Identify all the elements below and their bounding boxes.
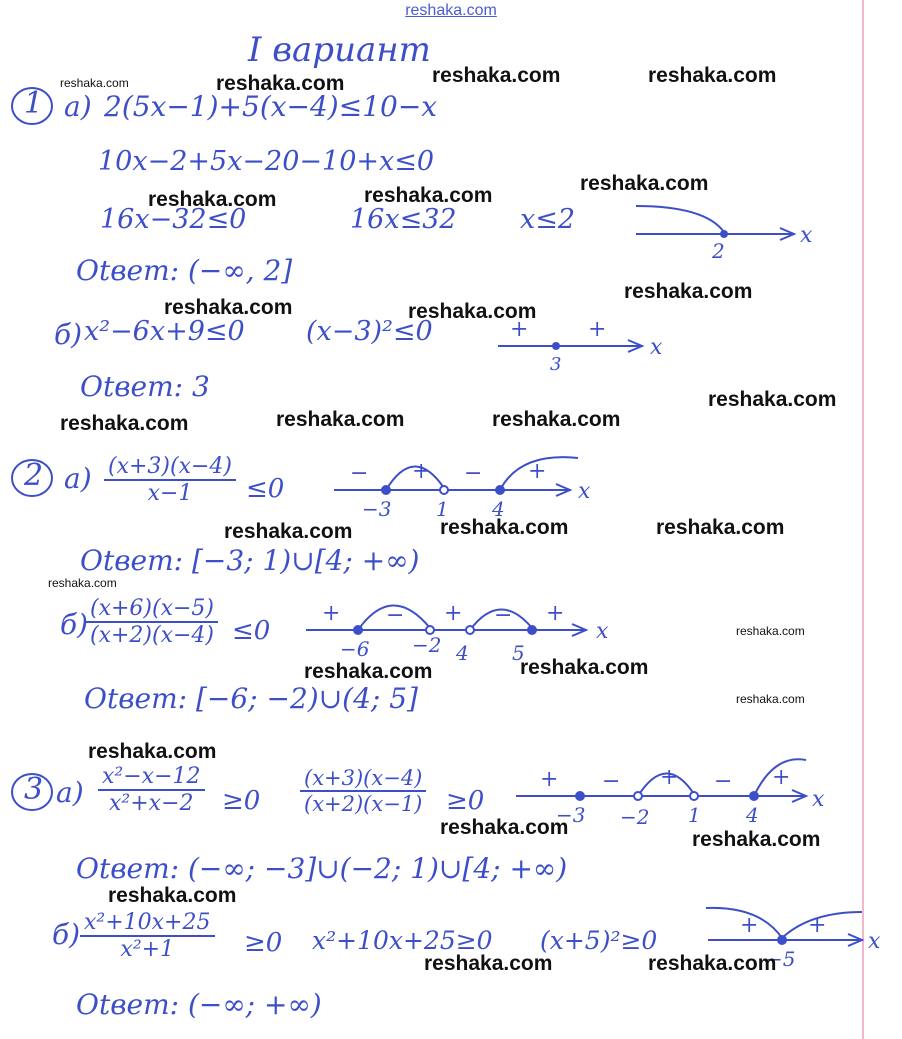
watermark: reshaka.com xyxy=(424,952,553,975)
watermark: reshaka.com xyxy=(736,692,805,706)
task3-b-answer: Otвет: (−∞; +∞) xyxy=(76,988,322,1021)
task2-a-answer: Otвет: [−3; 1)∪[4; +∞) xyxy=(80,544,420,577)
task1-b-inequality: x²−6x+9≤0 xyxy=(84,316,245,347)
axis-2a-sign-2: + xyxy=(412,459,431,484)
axis-2a-line xyxy=(334,484,570,496)
task3-b-step1: x²+10x+25≥0 xyxy=(312,926,493,955)
watermark: reshaka.com xyxy=(656,516,785,539)
axis-3a-sign-3: + xyxy=(660,765,679,790)
watermark: reshaka.com xyxy=(648,64,777,87)
axis-2b-point-dot-1 xyxy=(353,625,363,635)
task1-number: 1 xyxy=(24,86,44,121)
axis-1b-point-dot xyxy=(552,342,560,350)
axis-1b-sign-2: + xyxy=(588,317,607,342)
axis-2b-var: x xyxy=(596,619,609,644)
axis-3a-point-4: 4 xyxy=(746,803,759,827)
header-link[interactable]: reshaka.com xyxy=(405,2,497,19)
axis-3a-sign-4: − xyxy=(714,769,733,794)
task3-b-label: б) xyxy=(52,918,81,951)
task1-a-inequality: 2(5x−1)+5(x−4)≤10−x xyxy=(104,90,438,123)
axis-1a-var: x xyxy=(800,223,813,248)
axis-2a-sign-3: − xyxy=(464,461,483,486)
axis-3a-point-1: −3 xyxy=(556,803,586,827)
axis-1b-var: x xyxy=(650,335,663,360)
axis-2b-point-hole-3 xyxy=(466,626,474,634)
watermark: reshaka.com xyxy=(216,72,345,95)
watermark: reshaka.com xyxy=(88,740,217,763)
watermark: reshaka.com xyxy=(164,296,293,319)
task3-a-answer: Otвет: (−∞; −3]∪(−2; 1)∪[4; +∞) xyxy=(76,852,568,885)
axis-3a-point-hole-2 xyxy=(634,792,642,800)
watermark: reshaka.com xyxy=(364,184,493,207)
task2-b-denominator: (x+2)(x−4) xyxy=(86,621,218,648)
task3-a-numerator: x²−x−12 xyxy=(102,764,201,789)
watermark: reshaka.com xyxy=(520,656,649,679)
axis-2b-sign-1: + xyxy=(322,601,341,626)
task2-b-answer: Otвет: [−6; −2)∪(4; 5] xyxy=(84,682,418,715)
task1-a-step4: x≤2 xyxy=(520,204,576,235)
task2-a-numerator: (x+3)(x−4) xyxy=(108,454,233,479)
axis-1a-arc xyxy=(636,206,724,232)
axis-3a-point-2: −2 xyxy=(620,805,650,829)
watermark: reshaka.com xyxy=(580,172,709,195)
task3-a-label: а) xyxy=(56,776,84,809)
task1-a-step1: 10x−2+5x−20−10+x≤0 xyxy=(98,146,435,177)
watermark: reshaka.com xyxy=(408,300,537,323)
task2-a-denominator: x−1 xyxy=(104,479,236,506)
task2-b-numerator: (x+6)(x−5) xyxy=(90,596,215,621)
axis-3a-sign-2: − xyxy=(602,769,621,794)
axis-3b-sign-2: + xyxy=(808,913,827,938)
watermark: reshaka.com xyxy=(108,884,237,907)
axis-2a-sign-1: − xyxy=(350,461,369,486)
axis-3a-point-hole-3 xyxy=(690,792,698,800)
task2-b-relation: ≤0 xyxy=(232,616,271,646)
watermark: reshaka.com xyxy=(440,816,569,839)
axis-3b-point-dot xyxy=(777,935,787,945)
task3-a-relation2: ≥0 xyxy=(446,786,485,816)
watermark: reshaka.com xyxy=(60,412,189,435)
task1-b-step1: (x−3)²≤0 xyxy=(306,316,433,347)
axis-2b-sign-5: + xyxy=(546,601,565,626)
axis-3b-point-label: −5 xyxy=(766,947,796,971)
task1-number-circle xyxy=(12,88,52,124)
axis-2b-point-4: 5 xyxy=(512,641,525,665)
watermark: reshaka.com xyxy=(48,576,117,590)
task1-a-step2: 16x−32≤0 xyxy=(100,204,247,235)
watermark: reshaka.com xyxy=(648,952,777,975)
watermark: reshaka.com xyxy=(708,388,837,411)
axis-2a-point-dot-1 xyxy=(381,485,391,495)
axis-1a-point-label: 2 xyxy=(712,239,725,263)
axis-2a-var: x xyxy=(578,479,591,504)
task1-b-label: б) xyxy=(54,318,83,351)
watermark: reshaka.com xyxy=(224,520,353,543)
axis-2a-point-1: −3 xyxy=(362,497,392,521)
task3-number-circle xyxy=(12,774,52,810)
axis-2b-sign-4: − xyxy=(494,603,513,628)
task2-a-label: а) xyxy=(64,462,92,495)
task3-a-numerator2: (x+3)(x−4) xyxy=(304,766,423,790)
task1-a-label: а) xyxy=(64,90,92,123)
task1-b-answer: Otвет: 3 xyxy=(80,370,210,403)
task3-b-denominator: x²+1 xyxy=(80,935,215,962)
task3-a-relation: ≥0 xyxy=(222,786,261,816)
axis-3b-var: x xyxy=(868,929,881,954)
axis-2b-point-3: 4 xyxy=(456,641,469,665)
axis-2b-point-dot-4 xyxy=(527,625,537,635)
watermark: reshaka.com xyxy=(492,408,621,431)
axis-1b-point-label: 3 xyxy=(550,354,562,375)
axis-3a-point-3: 1 xyxy=(688,803,701,827)
task3-b-relation: ≥0 xyxy=(244,928,283,958)
task2-number: 2 xyxy=(24,458,44,493)
axis-2a-point-hole-2 xyxy=(440,486,448,494)
axis-3a-sign-1: + xyxy=(540,767,559,792)
watermark: reshaka.com xyxy=(276,408,405,431)
axis-1b-sign-1: + xyxy=(510,317,529,342)
task1-a-answer: Otвет: (−∞, 2] xyxy=(76,254,293,287)
watermark: reshaka.com xyxy=(304,660,433,683)
axis-2b-point-2: −2 xyxy=(412,633,442,657)
axis-3a-point-dot-4 xyxy=(749,791,759,801)
task3-b-step2: (x+5)²≥0 xyxy=(540,926,658,955)
axis-2a-point-3: 4 xyxy=(492,497,505,521)
axis-3a-sign-5: + xyxy=(772,765,791,790)
axis-3b-sign-1: + xyxy=(740,913,759,938)
task2-a-relation: ≤0 xyxy=(246,474,285,504)
watermark: reshaka.com xyxy=(692,828,821,851)
watermark: reshaka.com xyxy=(440,516,569,539)
axis-2a-point-2: 1 xyxy=(436,497,449,521)
axis-1a-point-dot xyxy=(720,230,728,238)
axis-2b-sign-2: − xyxy=(386,603,405,628)
axis-2a-point-dot-3 xyxy=(495,485,505,495)
task3-b-numerator: x²+10x+25 xyxy=(84,910,211,935)
axis-2b-point-1: −6 xyxy=(340,637,370,661)
axis-3a-point-dot-1 xyxy=(575,791,585,801)
watermark: reshaka.com xyxy=(736,624,805,638)
watermark: reshaka.com xyxy=(148,188,277,211)
axis-3a-line xyxy=(516,790,806,802)
task3-a-denominator: x²+x−2 xyxy=(98,789,205,816)
watermark: reshaka.com xyxy=(432,64,561,87)
axis-2a-sign-4: + xyxy=(528,459,547,484)
task3-number: 3 xyxy=(24,772,44,807)
task3-a-denominator2: (x+2)(x−1) xyxy=(300,790,426,816)
variant-title: I вариант xyxy=(248,30,431,70)
task2-b-label: б) xyxy=(60,608,89,641)
watermark: reshaka.com xyxy=(60,76,129,90)
task2-number-circle xyxy=(12,460,52,496)
watermark: reshaka.com xyxy=(624,280,753,303)
axis-3a-var: x xyxy=(812,787,825,812)
axis-2b-sign-3: + xyxy=(444,601,463,626)
task1-a-step3: 16x≤32 xyxy=(350,204,457,235)
